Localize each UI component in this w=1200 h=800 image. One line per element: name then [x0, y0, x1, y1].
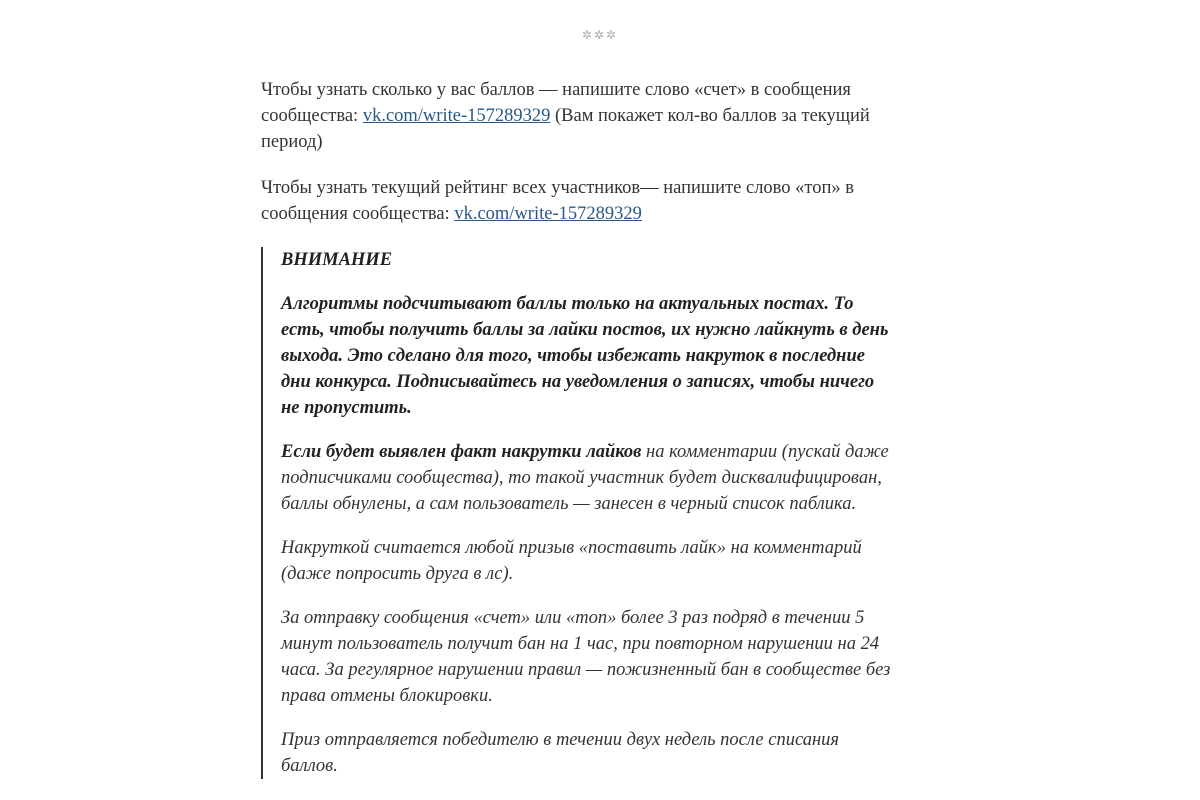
notice-algorithm: Алгоритмы подсчитывают баллы только на актуальных постах. То есть, чтобы получить баллы за лайки постов, их нужно лайкнуть в день выхода. Это сделано для того, чтобы избежать накруток в последние дни конкурса. Подписывайтесь на уведомления о записях, чтобы ничего не пропустить.	[281, 294, 889, 418]
community-message-link[interactable]: vk.com/write-157289329	[362, 106, 551, 126]
notice-spam-ban: За отправку сообщения «счет» или «топ» более 3 раз подряд в течении 5 минут пользователь получит бан на 1 час, при повторном нарушении на 24 часа. За регулярное нарушении правил — пожизненный бан в сообществе без права отмены блокировки.	[281, 608, 891, 706]
community-message-link[interactable]: vk.com/write-157289329	[454, 204, 642, 224]
notice-title: ВНИМАНИЕ	[281, 250, 393, 270]
article-body	[261, 77, 893, 779]
section-separator: ✲✲✲	[581, 28, 619, 42]
rating-instructions: Чтобы узнать текущий рейтинг всех участников— напишите слово «топ» в сообщения сообщества: vk.com/write-157289329	[261, 178, 855, 224]
notice-blockquote	[261, 247, 893, 779]
notice-cheating-definition: Накруткой считается любой призыв «поставить лайк» на комментарий (даже попросить друга в лс).	[281, 538, 862, 584]
notice-cheating: Если будет выявлен факт накрутки лайков на комментарии (пускай даже подписчиками сообщества), то такой участник будет дисквалифицирован, баллы обнулены, а сам пользователь — занесен в черный список паблика.	[281, 442, 889, 514]
score-instructions: Чтобы узнать сколько у вас баллов — напишите слово «счет» в сообщения сообщества: vk.com/write-157289329 (Вам покажет кол-во баллов за текущий период)	[261, 80, 870, 152]
notice-prize: Приз отправляется победителю в течении двух недель после списания баллов.	[281, 730, 839, 776]
